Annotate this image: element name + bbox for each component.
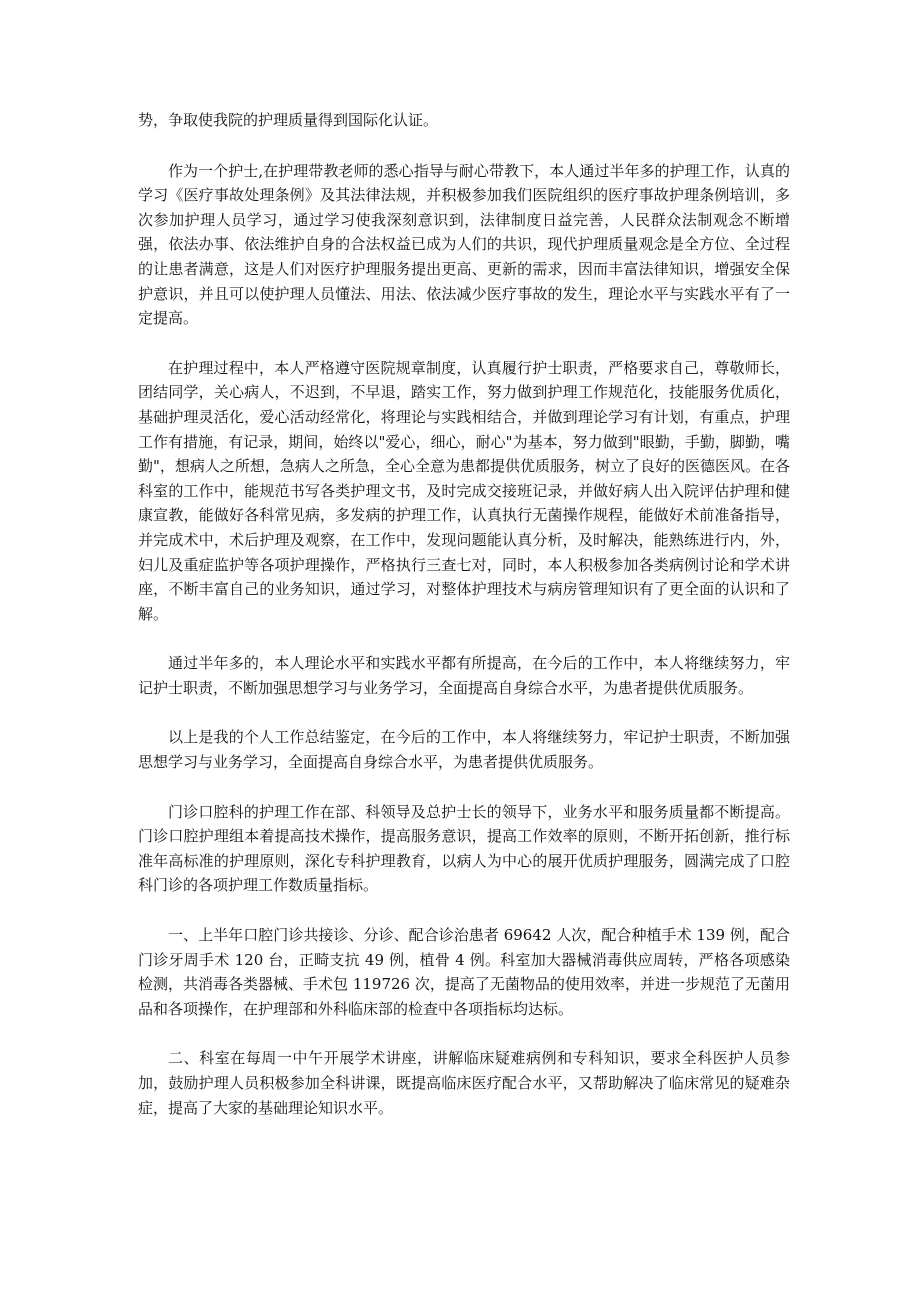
document-body <box>138 108 790 1145</box>
paragraph-item-two: 二、科室在每周一中午开展学术讲座，讲解临床疑难病例和专科知识，要求全科医护人员参加，鼓励护理人员积极参加全科讲课，既提高临床医疗配合水平，又帮助解决了临床常见的疑难杂症，提高了大家的基础理论知识水平。 <box>138 1049 790 1117</box>
paragraph-nursing-process: 在护理过程中，本人严格遵守医院规章制度，认真履行护士职责，严格要求自己，尊敬师长，团结同学，关心病人，不迟到，不早退，踏实工作，努力做到护理工作规范化，技能服务优质化，基础护理灵活化，爱心活动经常化，将理论与实践相结合，并做到理论学习有计划，有重点，护理工作有措施，有记录，期间，始终以"爱心，细心，耐心"为基本，努力做到"眼勤，手勤，脚勤，嘴勤"，想病人之所想，急病人之所急，全心全意为患都提供优质服务，树立了良好的医德医风。在各科室的工作中，能规范书写各类护理文书，及时完成交接班记录，并做好病人出入院评估护理和健康宣教，能做好各科常见病，多发病的护理工作，认真执行无菌操作规程，能做好术前准备指导，并完成术中，术后护理及观察，在工作中，发现问题能认真分析，及时解决，能熟练进行内，外，妇儿及重症监护等各项护理操作，严格执行三查七对，同时，本人积极参加各类病例讨论和学术讲座，不断丰富自己的业务知识，通过学习，对整体护理技术与病房管理知识有了更全面的认识和了解。 <box>138 358 790 623</box>
paragraph-legal-study: 作为一个护士,在护理带教老师的悉心指导与耐心带教下，本人通过半年多的护理工作，认真的学习《医疗事故处理条例》及其法律法规，并积极参加我们医院组织的医疗事故护理条例培训，多次参加护理人员学习，通过学习使我深刻意识到，法律制度日益完善，人民群众法制观念不断增强，依法办事、依法维护自身的合法权益已成为人们的共识，现代护理质量观念是全方位、全过程的让患者满意，这是人们对医疗护理服务提出更高、更新的需求，因而丰富法律知识，增强安全保护意识，并且可以使护理人员懂法、用法、依法减少医疗事故的发生，理论水平与实践水平有了一定提高。 <box>138 161 790 328</box>
paragraph-continuation: 势，争取使我院的护理质量得到国际化认证。 <box>138 111 439 129</box>
paragraph-dental-dept: 门诊口腔科的护理工作在部、科领导及总护士长的领导下，业务水平和服务质量都不断提高。门诊口腔护理组本着提高技术操作，提高服务意识，提高工作效率的原则，不断开拓创新，推行标准年高标准的护理原则，深化专科护理教育，以病人为中心的展开优质护理服务，圆满完成了口腔科门诊的各项护理工作数质量指标。 <box>138 802 790 895</box>
paragraph-self-assessment: 以上是我的个人工作总结鉴定，在今后的工作中，本人将继续努力，牢记护士职责，不断加强思想学习与业务学习，全面提高自身综合水平，为患者提供优质服务。 <box>138 728 790 772</box>
paragraph-progress: 通过半年多的，本人理论水平和实践水平都有所提高，在今后的工作中，本人将继续努力，牢记护士职责，不断加强思想学习与业务学习，全面提高自身综合水平，为患者提供优质服务。 <box>138 654 790 697</box>
paragraph-item-one: 一、上半年口腔门诊共接诊、分诊、配合诊治患者 69642 人次，配合种植手术 139 例，配合门诊牙周手术 120 台，正畸支抗 49 例，植骨 4 例。科室加大器械消毒供应周转，严格各项感染检测，共消毒各类器械、手术包 119726 次，提高了无菌物品的使用效率，并进一步规范了无菌用品和各项操作，在护理部和外科临床部的检查中各项指标均达标。 <box>138 926 790 1018</box>
